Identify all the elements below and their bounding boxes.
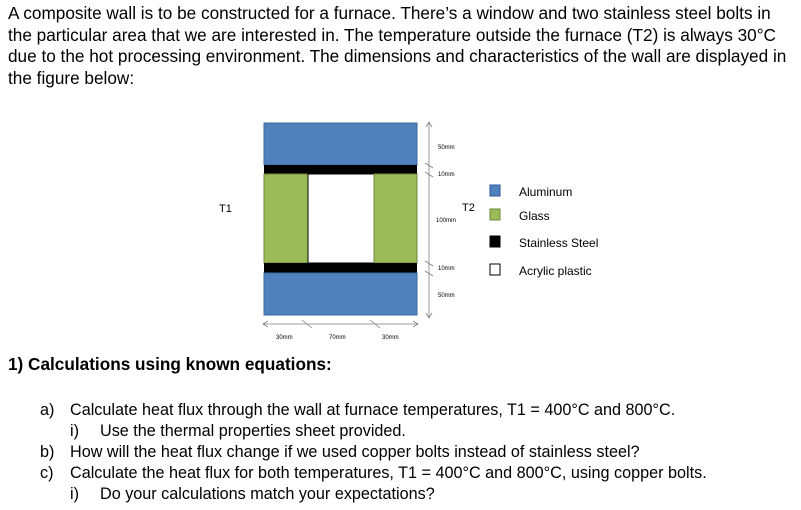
question-label: i) [70,485,79,503]
dim-label-30mm-left: 30mm [276,335,293,341]
t2-label: T2 [462,202,475,214]
steel-bolt-bottom [264,263,417,273]
question-text: Do your calculations match your expectations? [100,485,435,503]
dim-label-top-50mm: 50mm [438,145,455,151]
legend [490,185,598,278]
acrylic-window [308,174,374,263]
legend-label-acrylic-plastic: Acrylic plastic [519,264,592,278]
legend-swatch-acrylic-plastic [490,264,500,275]
intro-paragraph: A composite wall is to be constructed for a furnace. There’s a window and two stainless steel bolts in the particular area that we are interested in. The temperature outside the furnace (T2) is always 30°C due to the hot processing environment. The dimensions and characteristics of the wall are displayed in the figure below: [8,3,787,88]
question-text: Calculate the heat flux for both temperatures, T1 = 400°C and 800°C, using copper bolts. [70,464,707,482]
dim-label-bottom-50mm: 50mm [438,293,455,299]
legend-swatch-stainless-steel [490,236,500,247]
legend-swatch-aluminum [490,185,500,196]
right-dimension-line [425,122,433,318]
dim-label-top-10mm: 10mm [438,172,455,178]
legend-swatch-glass [490,209,500,220]
dim-label-70mm: 70mm [329,335,346,341]
legend-label-stainless-steel: Stainless Steel [519,236,599,250]
bottom-dimension-line [263,320,418,328]
question-text: Use the thermal properties sheet provided. [100,422,406,440]
dim-label-30mm-right: 30mm [382,335,399,341]
question-label: a) [40,401,55,419]
question-label: b) [40,443,55,461]
section-title: 1) Calculations using known equations: [8,354,332,374]
dim-label-100mm: 100mm [436,218,457,224]
t1-label: T1 [219,203,232,215]
wall-diagram [264,123,417,315]
question-text: How will the heat flux change if we used copper bolts instead of stainless steel? [70,443,640,461]
aluminum-top-layer [264,123,417,165]
steel-bolt-top [264,165,417,174]
question-label: c) [40,464,54,482]
glass-right [374,174,417,263]
glass-left [264,174,308,263]
legend-label-glass: Glass [519,209,550,223]
question-label: i) [70,422,79,440]
dim-label-bottom-10mm: 10mm [438,266,455,272]
question-text: Calculate heat flux through the wall at furnace temperatures, T1 = 400°C and 800°C. [70,401,676,419]
legend-label-aluminum: Aluminum [519,185,573,199]
aluminum-bottom-layer [264,273,417,315]
